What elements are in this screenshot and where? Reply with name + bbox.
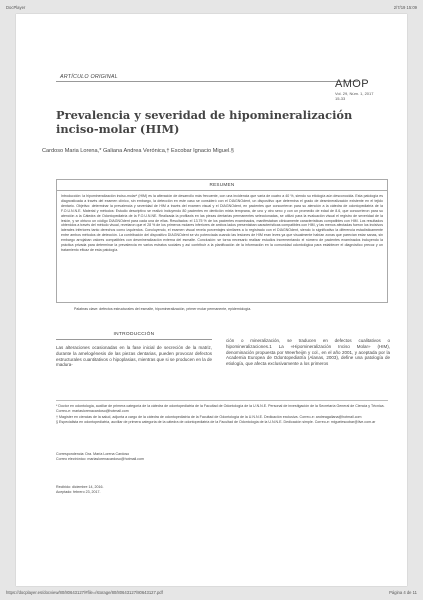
article-title: Prevalencia y severidad de hipomineralización inciso-molar (HIM) (56, 108, 353, 136)
introduction-left-column: Las alteraciones ocasionadas en la fase inicial de secreción de la matriz, durante la amelogénesis de las piezas dentarias, pueden provocar defectos estructurales cuantitativos o hipoplasias, mientras que si se producen en la de madura- (56, 345, 212, 368)
correspondence-email[interactable]: mariaslorenacardoso@hotmail.com (87, 456, 144, 461)
correspondence-label: Correspondencia: (56, 452, 85, 456)
correspondence (56, 452, 388, 462)
keywords: Palabras clave: defectos estructurales del esmalte, hipomineralización, primer molar permanente, epidemiología. (74, 307, 252, 311)
introduction-heading: INTRODUCCIÓN (113, 332, 155, 337)
journal-volume: Vol. 29, Núm. 1, 2017 (335, 91, 374, 96)
footnote-item: † Magíster en ciencias de la salud, adjunta a cargo de la cátedra de odontopediatría de la Facultad de Odontología de la U.N.N.E. Dedicación exclusiva. Correo-e: andreagaliana@hotmail.com (56, 414, 362, 419)
journal-pages: 15-33 (335, 96, 346, 101)
document-page (16, 14, 407, 586)
journal-block (335, 78, 385, 101)
footnotes (56, 404, 388, 426)
introduction-right-column: ción o mineralización, se traducen en defectos cualitativos o hipomineralizaciones.1 La «Hipomineralización Inciso Molar» (HIM), denominación propuesta por Weerheijm y col., en el año 2001, y aceptada por la Academia Europea de Odontopediatría (Alanas, 2003), define una patología de etiología, que afecta exclusivamente a los primeros (226, 338, 390, 367)
summary-box (56, 179, 388, 303)
correspondence-email-label: Correo electrónico: (56, 456, 87, 461)
received-date: Recibido: diciembre 14, 2016. (56, 485, 104, 489)
footnote-divider (56, 400, 388, 401)
page-indicator: Página 4 de 11 (389, 590, 417, 595)
header-divider (56, 81, 358, 82)
accepted-date: Aceptado: febrero 23, 2017. (56, 489, 101, 494)
page-url[interactable]: https://docplayer.es/docview/80/80643127/#file=/storage/80/80643127/80643127.pdf (6, 590, 163, 595)
summary-text: Introducción: la hipomineralización inciso-molar* (HIM) es la alteración de desarrollo más frecuente, con una incidencia que varía de cuatro a 40 %, siendo su etiología aún desconocida. Esta patología es diagnosticada a través del examen clínico, sin embargo, la detección en este caso se consideró con el DIAGNOdent, un dispositivo que determina el grado de desmineralización existente en el tejido dentario. Objetivo: determinar la prevalencia y severidad de HIM a través del examen visual y el DIAGNOdent, en pacientes que concurrieron para su atención a la cátedra de odontopediatría de la F.O.U.N.N.E. Material y métodos: Estudio descriptivo se realizó incluyendo 80 pacientes en dentición mixta temprana, de uno y otro sexo y con un promedio de edad de 8.6, que concurrieron para su atención a la Cátedra de Odontopediatría de la F.O.U.N.NE. Realizada la profilaxis en las piezas dentarias permanentes seleccionadas, se utilizó para la evaluación visual el registro de severidad de la lesión, y se obtuvo un código DIAGNOdent para cada una de ellas. Resultados: el 13.75 % de los pacientes examinados, manifestaban clínicamente características compatibles con HIM. Los resultados obtenidos a través del método visual, revelaron que el 28 % de los primeros molares inferiores de ambos lados presentaban características compatibles con HIM, y las menos afectadas fueron los incisivos laterales inferiores tanto derechos como izquierdos. Concluyendo, el examen visual revela porcentajes similares a lo registrado con el DIAGNOdent, siendo lo significativo la diferencia estadísticamente entre ambos métodos de detección. La contribución del dispositivo DIAGNOdent se vio potenciada cuando las lesiones de HIM eran leves ya que visualmente habían zonas que parecían estar sanas, sin embargo arrojaban valores compatibles con desmineralización externa del esmalte. Conclusión: se torna necesario realizar estudios incrementando el número de pacientes examinados incluyendo la práctica privada para determinar la prevalencia en varios estratos sociales y así contribuir a la planificación de la información en la comunidad odontológica para establecer el diagnóstico precoz y un tratamiento eficaz de esta patología. (61, 194, 383, 252)
article-dates (56, 485, 256, 495)
summary-heading: RESUMEN (209, 182, 235, 187)
summary-divider (57, 190, 387, 191)
browser-header (0, 0, 423, 14)
site-name[interactable]: DocPlayer (6, 5, 26, 10)
print-datetime: 2/7/19 15:09 (393, 5, 417, 10)
article-type-label: ARTÍCULO ORIGINAL (60, 74, 118, 80)
introduction-divider (56, 339, 212, 340)
footnote-item: * Doctor en odontología, auxiliar de primera categoría de la cátedra de odontopediatría de la Facultad de Odontología de la U.N.N.E. Personal de investigación de la Secretaría General de Ciencia y Técnica. Correo-e: mariaslorenacardoso@hotmail.com (56, 404, 385, 413)
footnote-item: § Especialista en odontopediatría, auxiliar de primera categoría de la cátedra de odontopediatría de la Facultad de Odontología de la U.N.N.E. Dedicación simple. Correo-e: miguelescobar@live.com.ar (56, 420, 376, 425)
journal-name: AMOP (335, 78, 369, 90)
browser-footer (0, 586, 423, 600)
correspondence-name: Dra. María Lorena Cardoso (85, 452, 130, 456)
article-authors: Cardoso Maria Lorena,* Galiana Andrea Verónica,† Escobar Ignacio Miguel.§ (42, 148, 234, 154)
